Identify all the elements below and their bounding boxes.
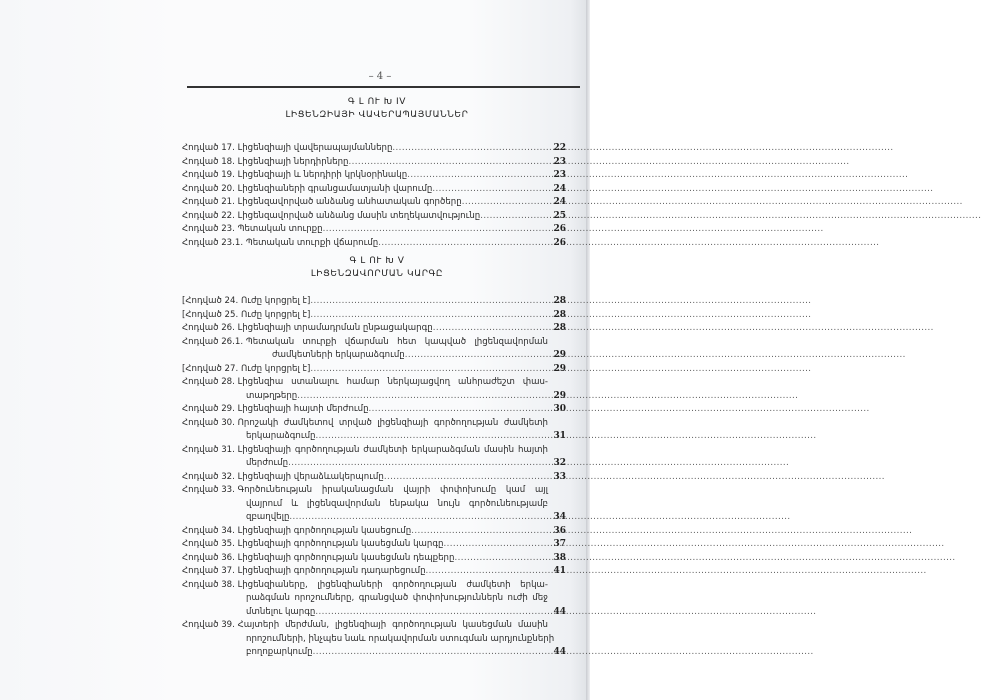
- chapter-label: Գ Լ ՈՒ Խ V: [349, 256, 405, 266]
- article-title-continued: րաձգման որոշումները, գրանցված փոփոխություններն ուժի մեջ: [246, 593, 548, 603]
- toc-entry[interactable]: [182, 538, 572, 552]
- article-title: Պետական տուրքի վճարման հետ կապված լիցենզավորման: [245, 336, 548, 347]
- article-number: Հոդված 23.1.: [182, 237, 244, 248]
- article-title: Ուժը կորցրել է]: [240, 309, 311, 320]
- page-reference: 31: [553, 431, 566, 441]
- page-reference: 37: [553, 539, 566, 549]
- leader-dots: [433, 322, 554, 336]
- toc-list-chapter-iv: [182, 142, 572, 250]
- page-reference: 28: [553, 309, 566, 320]
- leader-dots: [411, 525, 554, 539]
- leader-dots: [426, 565, 554, 579]
- article-title-continued: երկարաձգումը: [246, 431, 316, 441]
- article-title-continued: մտնելու կարգը: [246, 606, 316, 617]
- article-title-continued: ժամկետների երկարաձգումը: [272, 350, 405, 360]
- article-number: Հոդված 32.: [182, 471, 235, 482]
- leader-dots: [310, 295, 554, 309]
- article-number: Հոդված 35.: [182, 539, 235, 549]
- article-title: Գործունեության իրականացման վայրի փոփոխումը կամ այլ: [237, 485, 548, 495]
- article-title: Լիցենզիայի ներդիրները: [237, 156, 349, 167]
- leader-dots: [297, 390, 554, 404]
- article-title: Պետական տուրքի վճարումը: [245, 237, 379, 248]
- article-title: Լիցենզիայի գործողության կասեցումը: [237, 525, 412, 536]
- leader-dots: [432, 183, 554, 197]
- article-title-continued: տաթղթերը: [246, 390, 298, 401]
- article-number: Հոդված 20.: [182, 183, 235, 194]
- page-reference: 30: [553, 404, 566, 414]
- article-number: Հոդված 30.: [182, 417, 235, 428]
- toc-entry[interactable]: [182, 295, 572, 309]
- toc-entry[interactable]: [182, 142, 572, 156]
- article-number: Հոդված 26.: [182, 323, 235, 333]
- article-title: Լիցենզիաների գրանցամատյանի վարումը: [237, 183, 433, 194]
- toc-entry[interactable]: [182, 322, 572, 336]
- leader-dots: [289, 511, 554, 525]
- article-number: Հոդված 22.: [182, 210, 235, 221]
- chapter-heading-iv: [182, 96, 572, 122]
- article-title: Լիցենզավորված անձանց մասին տեղեկատվությունը: [237, 210, 481, 221]
- page-reference: 26: [553, 237, 566, 248]
- leader-dots: [462, 196, 554, 210]
- toc-entry[interactable]: [182, 525, 572, 539]
- leader-dots: [369, 403, 554, 417]
- toc-entry[interactable]: [182, 223, 572, 237]
- article-title-continued: մերժումը: [246, 458, 289, 468]
- leader-dots: [407, 169, 554, 183]
- toc-entry[interactable]: [182, 376, 572, 403]
- article-title: Ուժը կորցրել է]: [240, 363, 311, 374]
- article-number: [Հոդված 24.: [182, 296, 239, 306]
- article-title: Լիցենզիայի և ներդիրի կրկնօրինակը: [237, 170, 408, 180]
- leader-dots: [454, 552, 554, 566]
- page-reference: 25: [553, 210, 566, 221]
- article-number: Հոդված 34.: [182, 525, 235, 536]
- header-rule: [187, 86, 580, 88]
- leader-dots: [288, 457, 554, 471]
- leader-dots: [310, 363, 554, 377]
- toc-entry[interactable]: [182, 183, 572, 197]
- article-title: Որոշակի ժամկետով տրված լիցենզիայի գործողության ժամկետի: [237, 417, 548, 428]
- article-title-continued: վայրում և լիցենզավորման ենթակա նույն գործունեությամբ: [246, 498, 548, 509]
- page-reference: 44: [553, 647, 566, 657]
- toc-entry[interactable]: [182, 565, 572, 579]
- article-title: Լիցենզիայի վերաձևակերպումը: [237, 471, 384, 482]
- article-title: Լիցենզիաները, լիցենզիաների գործողության ժամկետի երկա-: [237, 579, 548, 590]
- toc-entry[interactable]: [182, 471, 572, 485]
- article-title: Լիցենզիայի վավերապայմանները: [237, 143, 393, 153]
- article-title: Լիցենզիայի գործողության կասեցման կարգը: [237, 539, 444, 549]
- page-reference: 22: [553, 143, 566, 153]
- page-reference: 29: [553, 390, 566, 401]
- article-title: Հայտերի մերժման, լիցենզիայի գործողության կասեցման մասին: [237, 620, 548, 630]
- page-reference: 23: [553, 156, 566, 167]
- article-title: Լիցենզիայի գործողության ժամկետի երկարաձգման մասին հայտի: [237, 444, 548, 455]
- article-number: Հոդված 17.: [182, 143, 235, 153]
- chapter-label: Գ Լ ՈՒ Խ IV: [347, 97, 407, 107]
- leader-dots: [480, 210, 554, 224]
- leader-dots: [310, 309, 554, 323]
- article-number: Հոդված 26.1.: [182, 336, 244, 347]
- page-reference: 44: [553, 606, 566, 617]
- article-number: [Հոդված 27.: [182, 363, 239, 374]
- article-number: Հոդված 37.: [182, 566, 235, 576]
- leader-dots: [313, 646, 554, 660]
- page-reference: 26: [553, 224, 566, 234]
- page-reference: 38: [553, 552, 566, 563]
- page-reference: 36: [553, 525, 566, 536]
- page-reference: 23: [553, 170, 566, 180]
- chapter-heading-v: [182, 255, 572, 281]
- toc-entry[interactable]: [182, 417, 572, 444]
- article-number: Հոդված 21.: [182, 197, 235, 207]
- toc-entry[interactable]: [182, 619, 572, 660]
- article-number: Հոդված 36.: [182, 552, 235, 563]
- article-number: Հոդված 18.: [182, 156, 235, 167]
- article-title: Լիցենզիայի գործողության դադարեցումը: [237, 566, 426, 576]
- article-title: Լիցենզիա ստանալու համար ներկայացվող անհրաժեշտ փաս-: [237, 377, 548, 387]
- toc-entry[interactable]: [182, 403, 572, 417]
- toc-entry[interactable]: [182, 579, 572, 620]
- leader-dots: [378, 237, 554, 251]
- toc-list-chapter-v: [182, 295, 572, 660]
- leader-dots: [348, 156, 554, 170]
- article-number: [Հոդված 25.: [182, 309, 239, 320]
- page-reference: 28: [553, 296, 566, 306]
- leader-dots: [392, 142, 554, 156]
- toc-entry[interactable]: [182, 196, 572, 210]
- page-reference: 32: [553, 458, 566, 468]
- page-reference: 33: [553, 471, 566, 482]
- article-number: Հոդված 38.: [182, 579, 235, 590]
- leader-dots: [315, 430, 554, 444]
- toc-entry[interactable]: [182, 210, 572, 224]
- leader-dots: [315, 606, 554, 620]
- article-number: Հոդված 33.: [182, 485, 235, 495]
- article-title-continued: բողոքարկումը: [246, 647, 313, 657]
- toc-entry[interactable]: [182, 156, 572, 170]
- article-title-continued: զբաղվելը: [246, 512, 290, 522]
- article-title: Ուժը կորցրել է]: [240, 296, 311, 306]
- toc-entry[interactable]: [182, 309, 572, 323]
- page-number: – 4 –: [368, 71, 392, 82]
- article-number: Հոդված 28.: [182, 377, 235, 387]
- article-title: Լիցենզիայի գործողության կասեցման դեպքերը: [237, 552, 455, 563]
- article-title: Լիցենզիայի տրամադրման ընթացակարգը: [237, 323, 433, 333]
- article-title: Պետական տուրքը: [237, 224, 323, 234]
- page-reference: 24: [553, 183, 566, 194]
- article-title-continued: որոշումների, ինչպես նաև որակավորման ստուգման արդյունքների: [246, 633, 555, 644]
- chapter-title: ԼԻՑԵՆԶԻԱՅԻ ՎԱՎԵՐԱՊԱՅՄԱՆՆԵՐ: [285, 110, 469, 120]
- toc-entry[interactable]: [182, 237, 572, 251]
- chapter-title: ԼԻՑԵՆԶԱՎՈՐՄԱՆ ԿԱՐԳԸ: [310, 269, 444, 279]
- toc-entry[interactable]: [182, 552, 572, 566]
- page-reference: 24: [553, 197, 566, 207]
- leader-dots: [323, 223, 554, 237]
- article-number: Հոդված 23.: [182, 224, 235, 234]
- page-reference: 41: [553, 566, 566, 576]
- toc-entry[interactable]: [182, 363, 572, 377]
- toc-entry[interactable]: [182, 169, 572, 183]
- article-number: Հոդված 29.: [182, 404, 235, 414]
- page-reference: 28: [553, 323, 566, 333]
- article-number: Հոդված 39.: [182, 620, 235, 630]
- page-reference: 34: [553, 512, 566, 522]
- leader-dots: [384, 471, 554, 485]
- article-number: Հոդված 31.: [182, 444, 235, 455]
- toc-entry[interactable]: [182, 444, 572, 471]
- toc-entry[interactable]: [182, 336, 572, 363]
- leader-dots: [443, 538, 554, 552]
- article-number: Հոդված 19.: [182, 170, 235, 180]
- page-reference: 29: [553, 363, 566, 374]
- toc-entry[interactable]: [182, 484, 572, 525]
- leader-dots: [405, 349, 554, 363]
- page-reference: 29: [553, 350, 566, 360]
- article-title: Լիցենզիայի հայտի մերժումը: [237, 404, 369, 414]
- article-title: Լիցենզավորված անձանց անհատական գործերը: [237, 197, 462, 207]
